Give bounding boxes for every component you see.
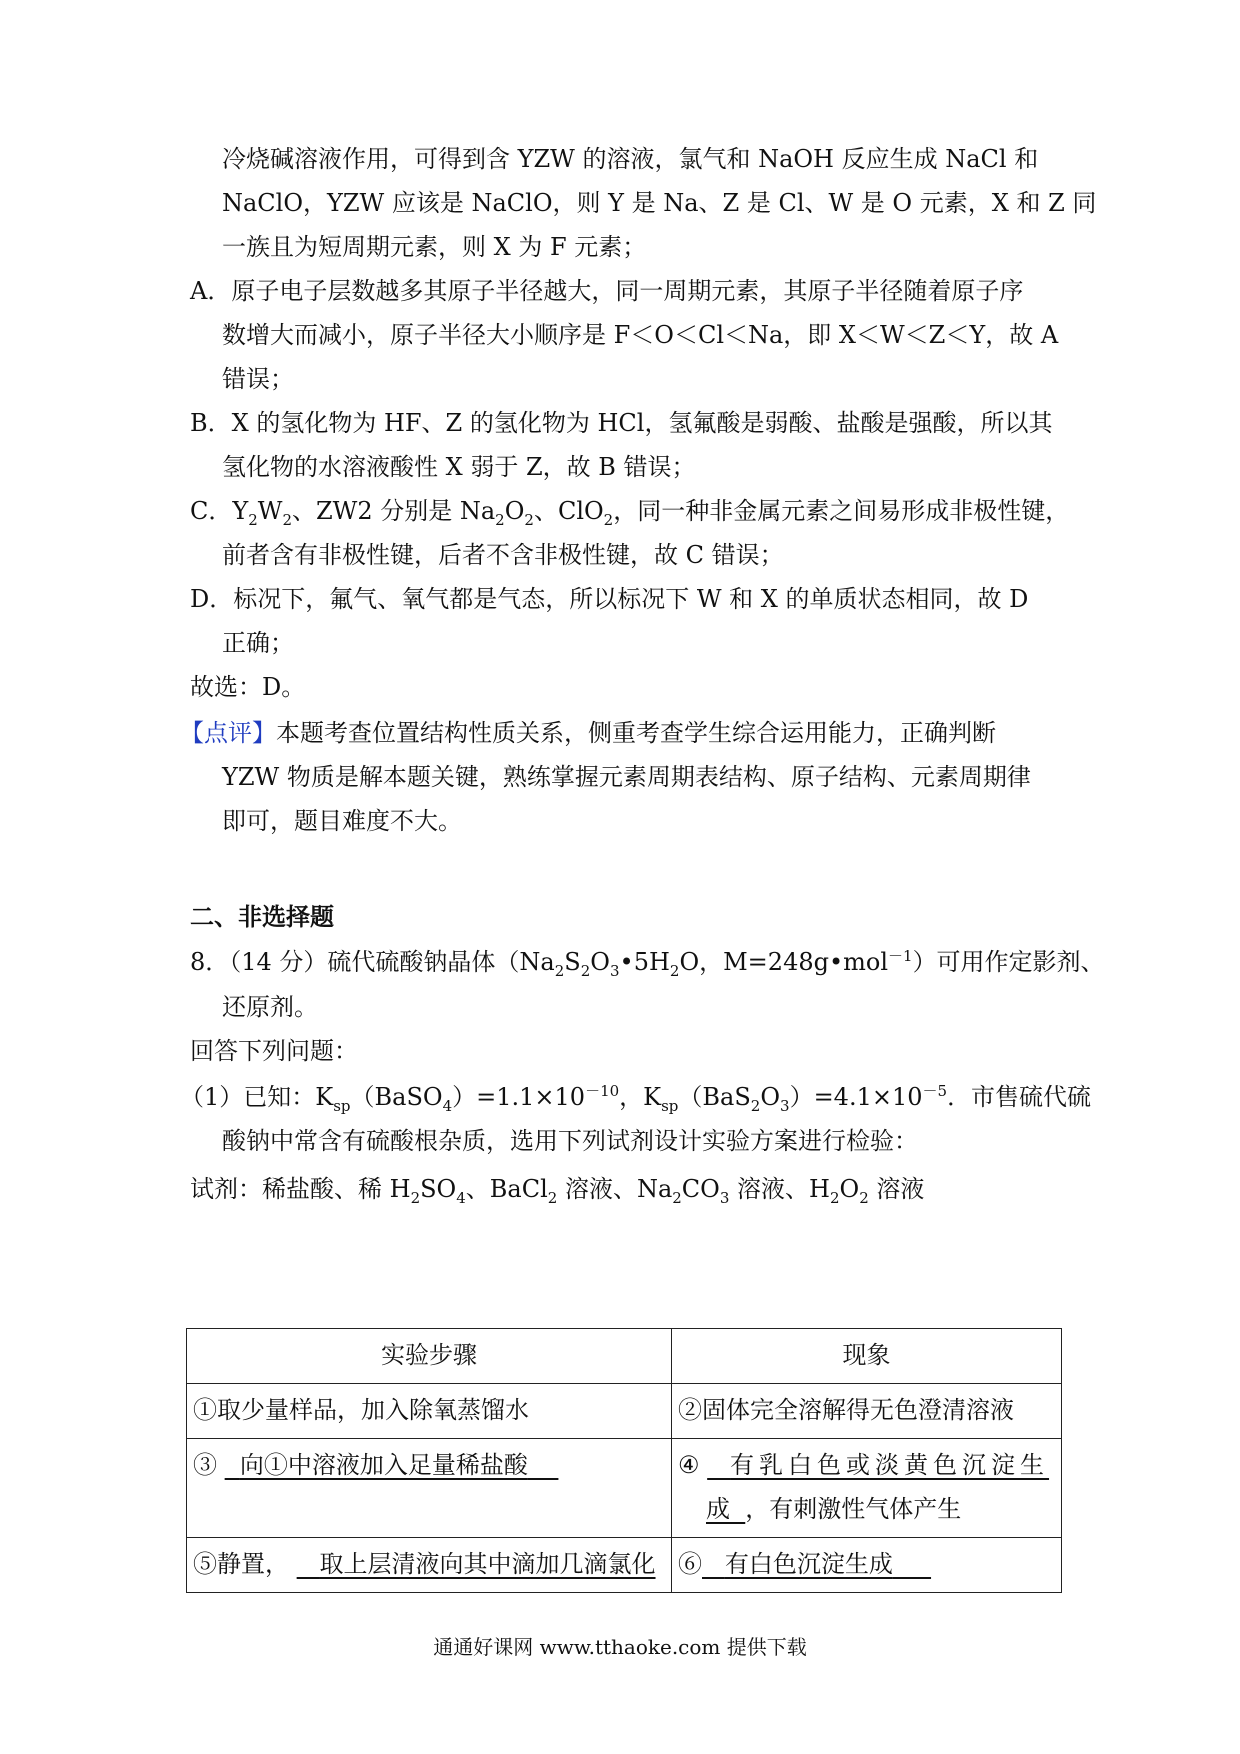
- reagents-line: 试剂：稀盐酸、稀 $H_2SO_4$、BaCl$_2$ 溶液、$Na_2CO_3$ 溶液、$H_2O_2$ 溶液: [190, 1175, 925, 1207]
- reagents-text: 、BaCl: [465, 1175, 548, 1203]
- part-1-text: ．市售硫代硫: [947, 1083, 1092, 1111]
- table-cell-phenomenon: [672, 1439, 1062, 1538]
- table-row: [187, 1439, 1062, 1538]
- comment-line: YZW 物质是解本题关键，熟练掌握元素周期表结构、原子结构、元素周期律: [222, 763, 1031, 791]
- answer-blank: [706, 1495, 745, 1523]
- solution-text-line: 冷烧碱溶液作用，可得到含 YZW 的溶液，氯气和 NaOH 反应生成 NaCl 和: [222, 145, 1039, 173]
- experiment-table: [186, 1328, 1062, 1593]
- part-1-text: ）=1.1×10: [452, 1083, 586, 1111]
- answer-blank: [225, 1451, 559, 1479]
- option-c-line: C．$Y_2W_2$、ZW2 分别是 $Na_2O_2$、ClO$_2$，同一种非金属元素之间易形成非极性键，: [190, 497, 1070, 529]
- question-8-line: 8．（14 分）硫代硫酸钠晶体（$Na_2S_2O_3•5H_2O$，M=248g•mol$^{-1}$）可用作定影剂、: [190, 947, 1105, 980]
- question-prompt: 回答下列问题：: [190, 1037, 358, 1065]
- answer-text: 向①中溶液加入足量稀盐酸: [239, 1451, 528, 1479]
- table-cell-step: [187, 1439, 672, 1538]
- option-c-text: 、ZW2 分别是 Na: [291, 497, 496, 525]
- step-number: ④: [678, 1451, 700, 1479]
- page-footer: 通通好课网 www.tthaoke.com 提供下载: [433, 1635, 807, 1659]
- part-1-text: （BaSO: [350, 1083, 443, 1111]
- question-8-line: 还原剂。: [222, 993, 318, 1021]
- table-cell-phenomenon: [672, 1538, 1062, 1593]
- solution-text-line: NaClO，YZW 应该是 NaClO，则 Y 是 Na、Z 是 Cl、W 是 O 元素，X 和 Z 同: [222, 189, 1097, 217]
- answer-text: 有乳白色或淡黄色沉淀生: [730, 1451, 1050, 1479]
- answer-blank: [297, 1550, 656, 1578]
- reagents-text: 溶液、Na: [557, 1175, 673, 1203]
- part-1-text: （1）已知：K: [180, 1083, 334, 1111]
- comment-text: 本题考查位置结构性质关系，侧重考查学生综合运用能力，正确判断: [276, 719, 996, 747]
- option-d-line: D．标况下，氟气、氧气都是气态，所以标况下 W 和 X 的单质状态相同，故 D: [190, 585, 1029, 613]
- step-number: ③: [193, 1451, 217, 1479]
- part-1-text: （BaS: [678, 1083, 751, 1111]
- option-c-text: 、ClO: [533, 497, 604, 525]
- answer-blank: [702, 1550, 931, 1578]
- option-b-line: 氢化物的水溶液酸性 X 弱于 Z，故 B 错误；: [222, 453, 696, 481]
- question-8-text: 8．（14 分）硫代硫酸钠晶体（Na: [190, 948, 555, 976]
- table-cell-step: [187, 1538, 672, 1593]
- option-b-line: B．X 的氢化物为 HF、Z 的氢化物为 HCl，氢氟酸是弱酸、盐酸是强酸，所以其: [190, 409, 1053, 437]
- table-row: [187, 1384, 1062, 1439]
- solution-text-line: 一族且为短周期元素，则 X 为 F 元素；: [222, 233, 647, 261]
- comment-line: 即可，题目难度不大。: [222, 807, 462, 835]
- table-header-phenomenon: 现象: [672, 1329, 1062, 1384]
- option-a-line: 错误；: [222, 365, 294, 393]
- option-a-line: 数增大而减小，原子半径大小顺序是 F＜O＜Cl＜Na，即 X＜W＜Z＜Y，故 A: [222, 321, 1059, 349]
- answer-text: 有白色沉淀生成: [724, 1550, 893, 1578]
- answer-text: 取上层清液向其中滴加几滴氯化: [319, 1550, 656, 1578]
- section-title: 二、非选择题: [190, 902, 334, 931]
- part-1-text: ）=4.1×10: [789, 1083, 923, 1111]
- answer-blank: [707, 1451, 1049, 1479]
- table-cell-step: ①取少量样品，加入除氧蒸馏水: [187, 1384, 672, 1439]
- option-c-text: ，同一种非金属元素之间易形成非极性键，: [613, 497, 1070, 525]
- answer-line: 故选：D。: [190, 673, 306, 701]
- part-1-text: ，K: [619, 1083, 662, 1111]
- phenomenon-text: ，有刺激性气体产生: [745, 1495, 962, 1523]
- question-8-text: ）可用作定影剂、: [912, 948, 1105, 976]
- option-a-line: A．原子电子层数越多其原子半径越大，同一周期元素，其原子半径随着原子序: [190, 277, 1024, 305]
- option-d-line: 正确；: [222, 629, 294, 657]
- comment-line: [180, 716, 1060, 750]
- step-number: ⑥: [678, 1550, 702, 1578]
- table-header-steps: 实验步骤: [187, 1329, 672, 1384]
- reagents-text: 试剂：稀盐酸、稀 H: [190, 1175, 411, 1203]
- comment-tag: 【点评】: [180, 719, 276, 747]
- option-c-label: C．: [190, 497, 233, 525]
- answer-text: 成: [706, 1495, 730, 1523]
- option-c-line: 前者含有非极性键，后者不含非极性键，故 C 错误；: [222, 541, 784, 569]
- reagents-text: 溶液、H: [729, 1175, 830, 1203]
- question-8-text: O，M=248g•mol: [679, 948, 889, 976]
- reagents-text: 溶液: [868, 1175, 925, 1203]
- part-1-line: （1）已知：$K_{sp}(BaSO_4)=1.1\times 10^{-10}$，$K_{sp}(BaS_2O_3)=4.1\times 10^{-5}$．市售硫代硫: [180, 1082, 1092, 1115]
- step-number: ⑤静置，: [193, 1550, 289, 1578]
- table-row: [187, 1538, 1062, 1593]
- part-1-line: 酸钠中常含有硫酸根杂质，选用下列试剂设计实验方案进行检验：: [222, 1127, 918, 1155]
- table-cell-phenomenon: ②固体完全溶解得无色澄清溶液: [672, 1384, 1062, 1439]
